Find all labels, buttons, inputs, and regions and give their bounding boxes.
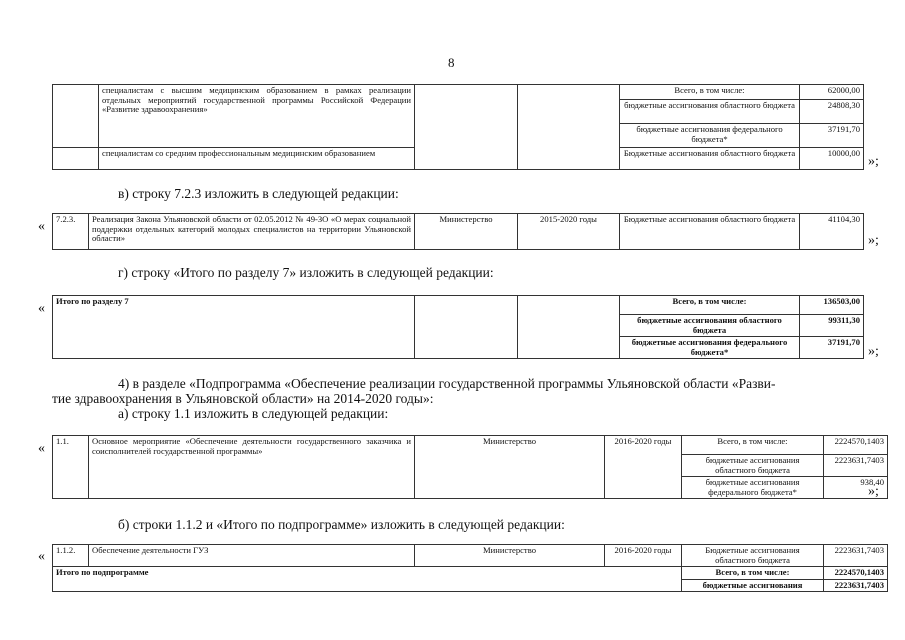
paragraph-4-line-1: 4) в разделе «Подпрограмма «Обеспечение реализации государственной программы Ульяновской области «Разви-: [118, 376, 776, 391]
opening-quote: «: [38, 549, 45, 564]
cell-value: 99311,30: [800, 315, 864, 337]
paragraph-4-line-2: тие здравоохранения в Ульяновской области» на 2014-2020 годы»:: [52, 391, 434, 406]
cell-total-label: Итого по разделу 7: [53, 296, 415, 359]
cell-description: специалистам с высшим медицинским образованием в рамках реализации отдельных мероприятий государственной программы Российской Федерации «Развитие здравоохранения»: [99, 85, 415, 148]
cell-period: 2015-2020 годы: [518, 214, 620, 250]
cell-empty: [53, 148, 99, 170]
cell-executor: Министерство: [415, 545, 605, 567]
cell-value: 62000,00: [800, 85, 864, 100]
cell-description: Основное мероприятие «Обеспечение деятельности государственного заказчика и соисполнителей государственной программы»: [89, 436, 415, 499]
heading-b: б) строки 1.1.2 и «Итого по подпрограмме» изложить в следующей редакции:: [118, 517, 565, 532]
cell-period: 2016-2020 годы: [605, 436, 682, 499]
cell-value: 2224570,1403: [824, 567, 888, 580]
cell-source: бюджетные ассигнования областного бюджета: [620, 100, 800, 124]
cell-description: Обеспечение деятельности ГУЗ: [89, 545, 415, 567]
cell-value: 136503,00: [800, 296, 864, 315]
cell-number: 7.2.3.: [53, 214, 89, 250]
cell-source: Бюджетные ассигнования областного бюджета: [682, 545, 824, 567]
cell-number: 1.1.2.: [53, 545, 89, 567]
heading-g: г) строку «Итого по разделу 7» изложить в следующей редакции:: [118, 265, 494, 280]
opening-quote: «: [38, 441, 45, 456]
table-row-1-1-2-and-total: [52, 544, 888, 592]
table-row-7-2-3: [52, 213, 864, 250]
cell-source: Всего, в том числе:: [620, 296, 800, 315]
opening-quote: «: [38, 301, 45, 316]
cell-value: 2223631,7403: [824, 455, 888, 477]
heading-a: а) строку 1.1 изложить в следующей редакции:: [118, 406, 389, 421]
cell-empty: [415, 85, 518, 170]
cell-value: 37191,70: [800, 337, 864, 359]
cell-description: Реализация Закона Ульяновской области от 02.05.2012 № 49-ЗО «О мерах социальной поддержки отдельных категорий молодых специалистов на территории Ульяновской области»: [89, 214, 415, 250]
closing-quote: »;: [868, 484, 879, 499]
cell-value: 2224570,1403: [824, 436, 888, 455]
cell-value: 24808,30: [800, 100, 864, 124]
cell-empty: [53, 85, 99, 148]
cell-source: бюджетные ассигнования областного бюджета: [682, 455, 824, 477]
closing-quote: »;: [868, 233, 879, 248]
cell-period: 2016-2020 годы: [605, 545, 682, 567]
cell-source: бюджетные ассигнования: [682, 579, 824, 592]
cell-source: бюджетные ассигнования федерального бюджета*: [682, 477, 824, 499]
cell-empty: [518, 85, 620, 170]
cell-executor: Министерство: [415, 436, 605, 499]
cell-source: Бюджетные ассигнования областного бюджета: [620, 214, 800, 250]
cell-value: 41104,30: [800, 214, 864, 250]
cell-total-label: Итого по подпрограмме: [53, 567, 682, 592]
cell-empty: [415, 296, 518, 359]
closing-quote: »;: [868, 154, 879, 169]
table-total-section-7: [52, 295, 864, 359]
cell-source: бюджетные ассигнования областного бюджета: [620, 315, 800, 337]
heading-v: в) строку 7.2.3 изложить в следующей редакции:: [118, 186, 399, 201]
table-row-1-1: [52, 435, 888, 499]
cell-value: 2223631,7403: [824, 579, 888, 592]
cell-source: Бюджетные ассигнования областного бюджета: [620, 148, 800, 170]
closing-quote: »;: [868, 344, 879, 359]
cell-number: 1.1.: [53, 436, 89, 499]
page-number: 8: [448, 55, 455, 70]
cell-empty: [518, 296, 620, 359]
cell-description: специалистам со средним профессиональным медицинским образованием: [99, 148, 415, 170]
cell-source: Всего, в том числе:: [682, 436, 824, 455]
cell-value: 37191,70: [800, 124, 864, 148]
table-section-7-continuation: [52, 84, 864, 170]
cell-value: 938,40: [824, 477, 888, 499]
cell-value: 2223631,7403: [824, 545, 888, 567]
cell-source: Всего, в том числе:: [682, 567, 824, 580]
opening-quote: «: [38, 219, 45, 234]
cell-executor: Министерство: [415, 214, 518, 250]
cell-value: 10000,00: [800, 148, 864, 170]
cell-source: бюджетные ассигнования федерального бюджета*: [620, 124, 800, 148]
cell-source: Всего, в том числе:: [620, 85, 800, 100]
cell-source: бюджетные ассигнования федерального бюджета*: [620, 337, 800, 359]
